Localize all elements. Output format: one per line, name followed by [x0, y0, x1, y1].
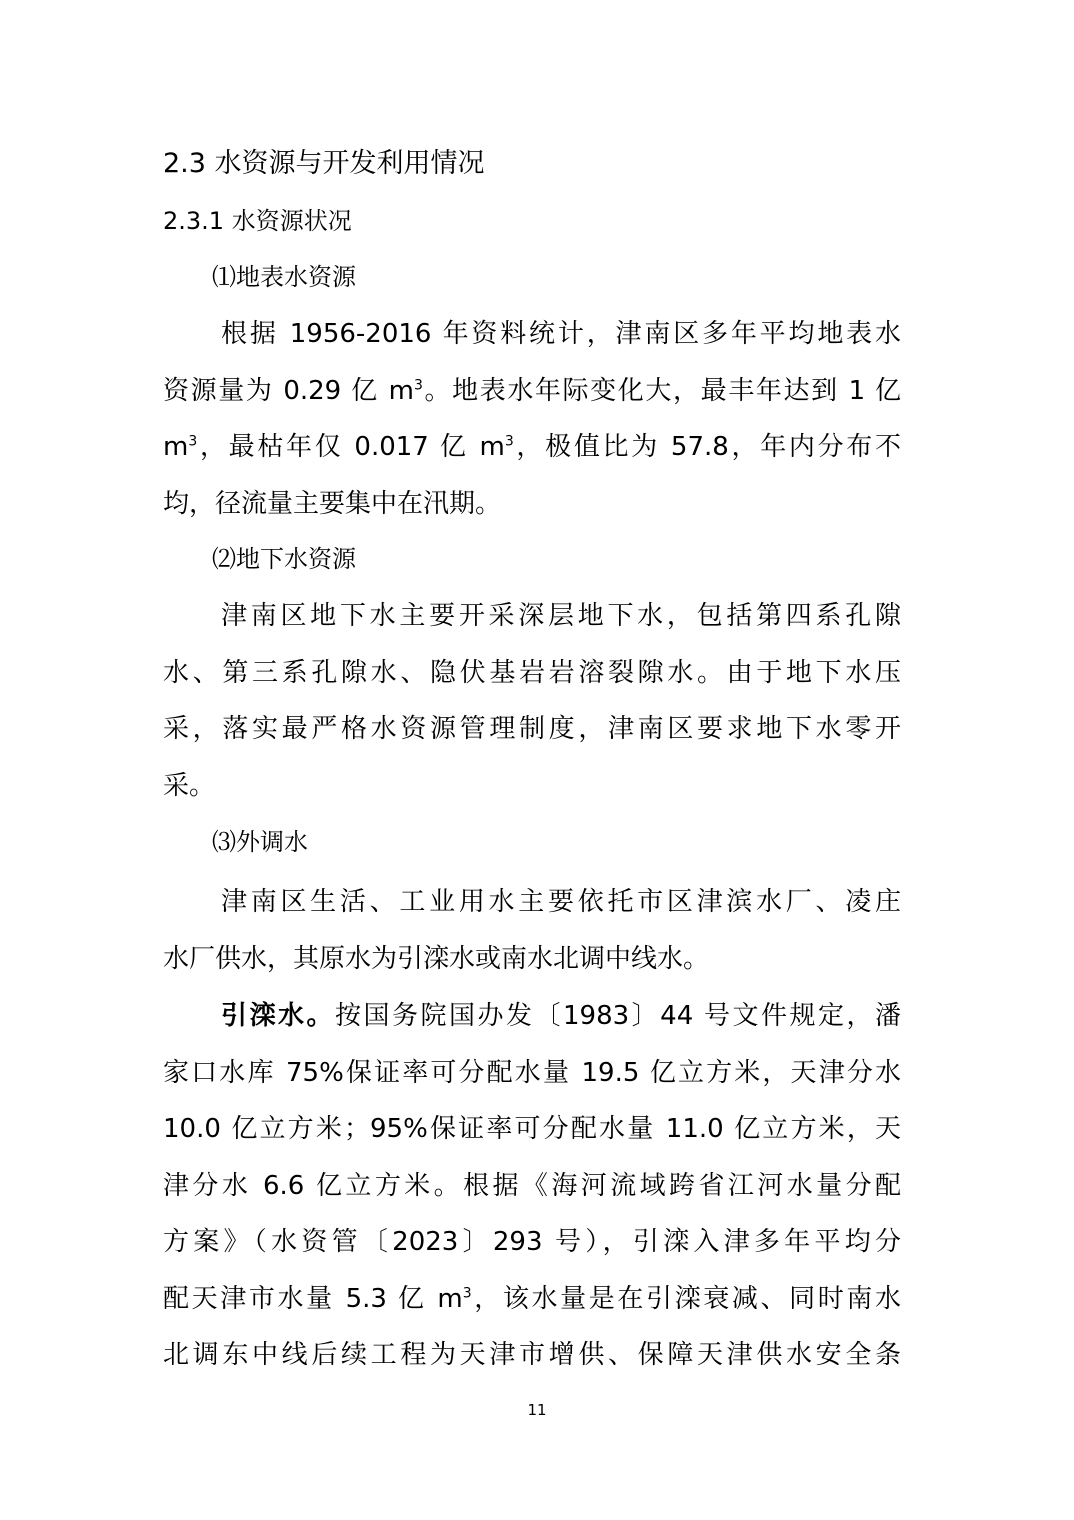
- text-line: 津南区生活、工业用水主要依托市区津滨水厂、凌庄: [221, 887, 901, 917]
- text-line: $m^3$，最枯年仅 0.017 亿 $m^3$，极值比为 57.8，年内分布不: [163, 432, 901, 462]
- text-line: 采，落实最严格水资源管理制度，津南区要求地下水零开: [163, 714, 901, 744]
- text-line: 北调东中线后续工程为天津市增供、保障天津供水安全条: [163, 1340, 901, 1370]
- subheading-groundwater: ⑵地下水资源: [212, 545, 356, 573]
- text-line: 均，径流量主要集中在汛期。: [163, 488, 502, 519]
- text-line: 水厂供水，其原水为引滦水或南水北调中线水。: [163, 943, 710, 974]
- text-line: 津分水 6.6 亿立方米。根据《海河流域跨省江河水量分配: [163, 1170, 901, 1201]
- text-line: 根据 1956-2016 年资料统计，津南区多年平均地表水: [221, 319, 901, 349]
- text-line: 资源量为 0.29 亿 $m^3$。地表水年际变化大，最丰年达到 1 亿: [163, 375, 901, 406]
- text-line: 方案》（水资管〔2023〕293 号），引滦入津多年平均分: [163, 1227, 901, 1257]
- section-heading-2-3-1: 2.3.1 水资源状况: [163, 207, 352, 235]
- subheading-transferred-water: ⑶外调水: [212, 828, 308, 856]
- text-line: 10.0 亿立方米；95%保证率可分配水量 11.0 亿立方米，天: [163, 1114, 901, 1144]
- text-line: 引滦水。按国务院国办发〔1983〕44 号文件规定，潘: [221, 1001, 901, 1031]
- page-number: 11: [527, 1401, 547, 1419]
- section-heading-2-3: 2.3 水资源与开发利用情况: [163, 148, 485, 179]
- subheading-surface-water: ⑴地表水资源: [212, 263, 356, 291]
- text-line: 采。: [163, 770, 216, 801]
- text-line: 家口水库 75%保证率可分配水量 19.5 亿立方米，天津分水: [163, 1057, 901, 1088]
- text-line: 配天津市水量 5.3 亿 $m^3$，该水量是在引滦衰减、同时南水: [163, 1283, 901, 1314]
- paragraph-surface-water: [163, 306, 901, 532]
- paragraph-transferred-water: [163, 874, 901, 987]
- paragraph-groundwater: [163, 588, 901, 814]
- text-line: 津南区地下水主要开采深层地下水，包括第四系孔隙: [221, 601, 901, 631]
- paragraph-luan-water: [163, 988, 901, 1384]
- text-line: 水、第三系孔隙水、隐伏基岩岩溶裂隙水。由于地下水压: [163, 657, 901, 688]
- bold-term: 引滦水。: [221, 1001, 335, 1031]
